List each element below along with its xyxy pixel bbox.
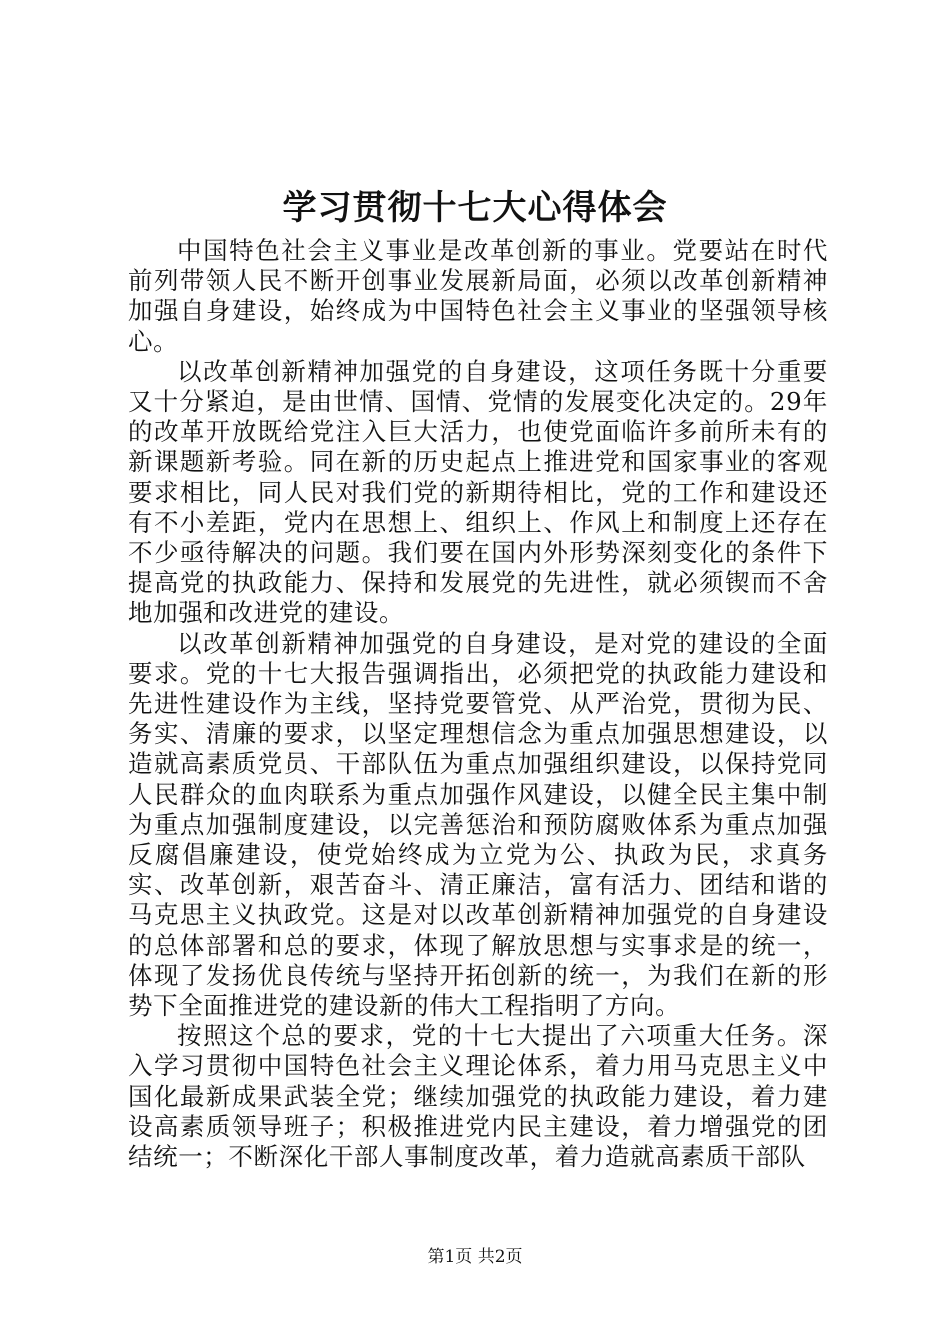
- document-title: 学习贯彻十七大心得体会: [282, 188, 668, 228]
- document-body: [128, 236, 828, 1172]
- paragraph: 中国特色社会主义事业是改革创新的事业。党要站在时代前列带领人民不断开创事业发展新局面，必须以改革创新精神加强自身建设，始终成为中国特色社会主义事业的坚强领导核心。: [128, 236, 828, 356]
- paragraph: 以改革创新精神加强党的自身建设，是对党的建设的全面要求。党的十七大报告强调指出，必须把党的执政能力建设和先进性建设作为主线，坚持党要管党、从严治党，贯彻为民、务实、清廉的要求，以坚定理想信念为重点加强思想建设，以造就高素质党员、干部队伍为重点加强组织建设，以保持党同人民群众的血肉联系为重点加强作风建设，以健全民主集中制为重点加强制度建设，以完善惩治和预防腐败体系为重点加强反腐倡廉建设，使党始终成为立党为公、执政为民，求真务实、改革创新，艰苦奋斗、清正廉洁，富有活力、团结和谐的马克思主义执政党。这是对以改革创新精神加强党的自身建设的总体部署和总的要求，体现了解放思想与实事求是的统一，体现了发扬优良传统与坚持开拓创新的统一，为我们在新的形势下全面推进党的建设新的伟大工程指明了方向。: [128, 628, 828, 1021]
- paragraph: 以改革创新精神加强党的自身建设，这项任务既十分重要又十分紧迫，是由世情、国情、党情的发展变化决定的。29年的改革开放既给党注入巨大活力，也使党面临许多前所未有的新课题新考验。同在新的历史起点上推进党和国家事业的客观要求相比，同人民对我们党的新期待相比，党的工作和建设还有不小差距，党内在思想上、组织上、作风上和制度上还存在不少亟待解决的问题。我们要在国内外形势深刻变化的条件下提高党的执政能力、保持和发展党的先进性，就必须锲而不舍地加强和改进党的建设。: [128, 356, 828, 628]
- paragraph: 按照这个总的要求，党的十七大提出了六项重大任务。深入学习贯彻中国特色社会主义理论体系，着力用马克思主义中国化最新成果武装全党；继续加强党的执政能力建设，着力建设高素质领导班子；积极推进党内民主建设，着力增强党的团结统一；不断深化干部人事制度改革，着力造就高素质干部队: [128, 1021, 828, 1172]
- page-number-footer: 第1页 共2页: [427, 1247, 523, 1267]
